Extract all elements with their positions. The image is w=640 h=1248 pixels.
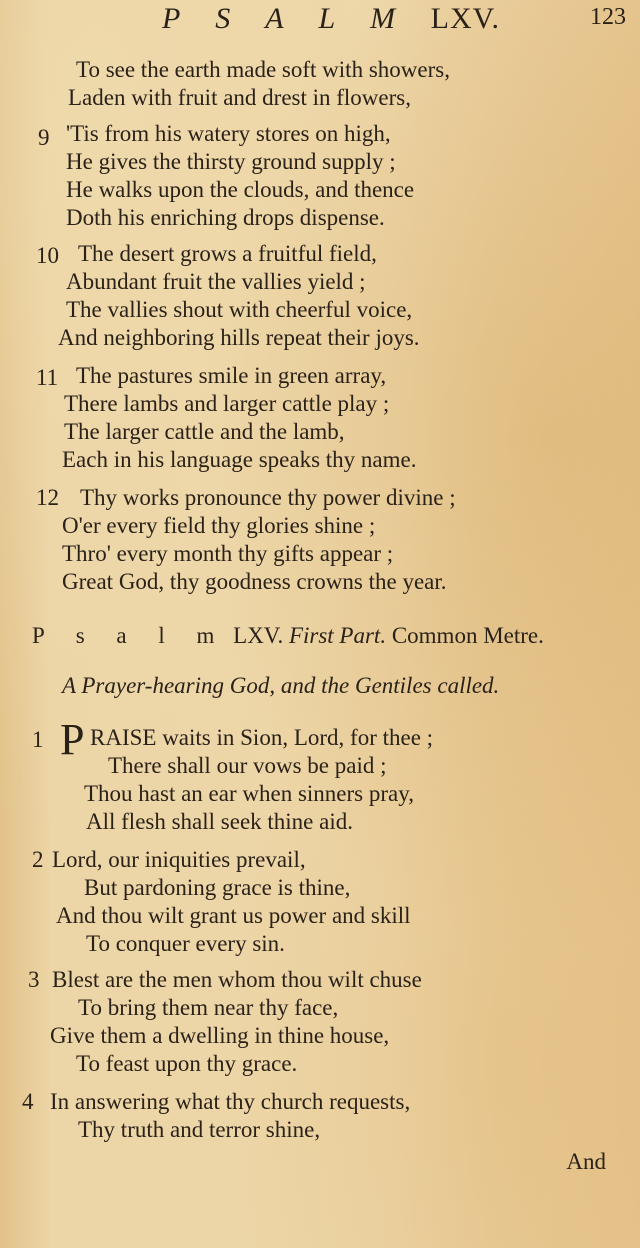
running-title-number: LXV. [430,2,500,35]
verse-line: Thou hast an ear when sinners pray, [84,781,414,806]
verse-line: The pastures smile in green array, [76,363,387,388]
verse-number: 12 [36,485,59,510]
psalm-heading [32,622,544,650]
verse-line: In answering what thy church requests, [50,1089,411,1114]
verse-line: And thou wilt grant us power and skill [56,903,411,928]
verse-line: RAISE waits in Sion, Lord, for thee ; [90,725,434,750]
verse-line: But pardoning grace is thine, [84,875,351,900]
verse-line: All flesh shall seek thine aid. [86,809,353,834]
verse-number: 9 [38,125,50,150]
verse-line: The vallies shout with cheerful voice, [66,297,413,322]
verse-line: Thy truth and terror shine, [78,1117,321,1142]
verse-line: The larger cattle and the lamb, [64,419,345,444]
verse-line: He walks upon the clouds, and thence [66,177,415,202]
page-header [0,2,640,38]
verse-line: He gives the thirsty ground supply ; [66,149,396,174]
psalm-subtitle: A Prayer-hearing God, and the Gentiles called. [62,673,500,698]
drop-cap: P [60,715,85,764]
verse-number: 4 [22,1089,34,1114]
heading-metre: Common Metre. [391,623,544,648]
verse-line: And neighboring hills repeat their joys. [58,325,420,350]
verse-line: O'er every field thy glories shine ; [62,513,376,538]
verse-line: To conquer every sin. [86,931,285,956]
verse-number: 1 [32,727,44,752]
verse-number: 3 [28,967,40,992]
heading-part: First Part. [288,623,387,648]
verse-line: Each in his language speaks thy name. [62,447,417,472]
verse-line: There shall our vows be paid ; [108,753,387,778]
verse-line: Thro' every month thy gifts appear ; [62,541,394,566]
verse-line: To bring them near thy face, [78,995,339,1020]
verse-line: The desert grows a fruitful field, [78,241,377,266]
verse-line: Abundant fruit the vallies yield ; [66,269,366,294]
verse-line: To feast upon thy grace. [76,1051,298,1076]
verse-line: Thy works pronounce thy power divine ; [80,485,456,510]
heading-word: P s a l m [32,623,228,648]
verse-line: Great God, thy goodness crowns the year. [62,569,447,594]
page-number: 123 [590,4,626,30]
verse-line: Lord, our iniquities prevail, [52,847,306,872]
running-title [162,2,500,36]
verse-line: Blest are the men whom thou wilt chuse [52,967,422,992]
verse-line: 'Tis from his watery stores on high, [66,121,391,146]
heading-number: LXV. [233,623,284,648]
catchword: And [566,1149,606,1174]
verse-line: Give them a dwelling in thine house, [50,1023,390,1048]
verse-number: 10 [36,243,59,268]
verse-number: 11 [36,365,59,390]
verse-line: Doth his enriching drops dispense. [66,205,385,230]
running-title-word: P S A L M [162,2,410,35]
verse-line: To see the earth made soft with showers, [76,57,450,82]
verse-line: There lambs and larger cattle play ; [64,391,390,416]
verse-number: 2 [32,847,44,872]
verse-line: Laden with fruit and drest in flowers, [68,85,411,110]
